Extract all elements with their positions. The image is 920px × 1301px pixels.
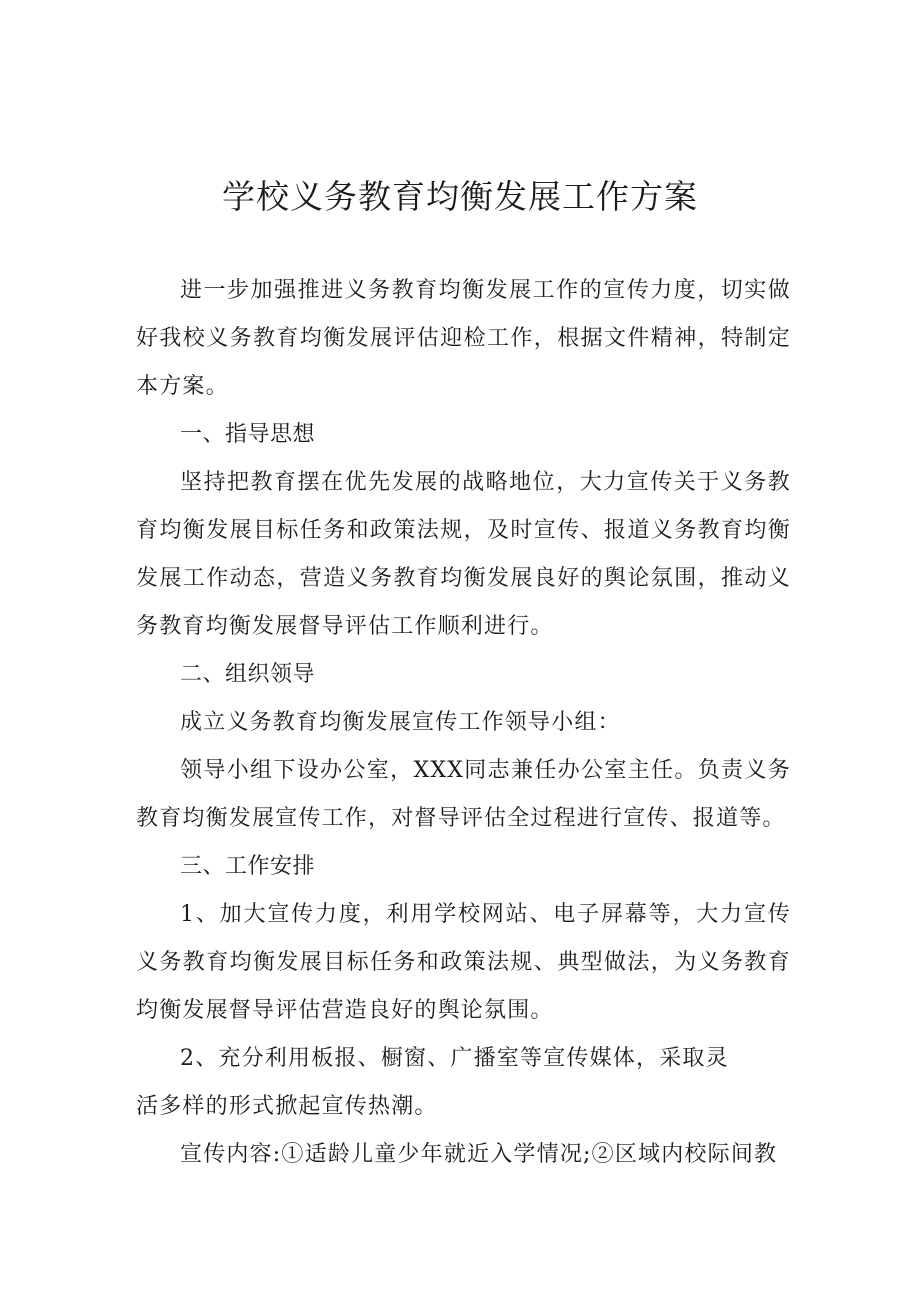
section-heading-work-arrangement: 三、工作安排 bbox=[180, 854, 316, 879]
section-heading-organization: 二、组织领导 bbox=[180, 662, 316, 687]
organization-paragraph-2: 领导小组下设办公室，XXX同志兼任办公室主任。负责义务教育均衡发展宣传工作，对督导评估全过程进行宣传、报道等。 bbox=[136, 758, 791, 831]
work-item-1: 1、加大宣传力度，利用学校网站、电子屏幕等，大力宣传义务教育均衡发展目标任务和政策法规、典型做法，为义务教育均衡发展督导评估营造良好的舆论氛围。 bbox=[136, 902, 791, 1023]
work-item-2-line-1: 2、充分利用板报、橱窗、广播室等宣传媒体，采取灵 bbox=[180, 1046, 729, 1071]
work-item-2-line-2: 活多样的形式掀起宣传热潮。 bbox=[136, 1094, 438, 1119]
section-heading-guiding-ideology: 一、指导思想 bbox=[180, 422, 316, 447]
publicity-content-line: 宣传内容:①适龄儿童少年就近入学情况;②区域内校际间教 bbox=[180, 1142, 778, 1167]
document-title: 学校义务教育均衡发展工作方案 bbox=[222, 177, 698, 216]
organization-paragraph-1: 成立义务教育均衡发展宣传工作领导小组： bbox=[180, 710, 621, 735]
document-body bbox=[136, 267, 791, 1179]
guiding-ideology-paragraph: 坚持把教育摆在优先发展的战略地位，大力宣传关于义务教育均衡发展目标任务和政策法规，及时宣传、报道义务教育均衡发展工作动态，营造义务教育均衡发展良好的舆论氛围，推动义务教育均衡发展督导评估工作顺利进行。 bbox=[136, 470, 791, 639]
intro-paragraph: 进一步加强推进义务教育均衡发展工作的宣传力度，切实做好我校义务教育均衡发展评估迎检工作，根据文件精神，特制定本方案。 bbox=[136, 278, 791, 399]
